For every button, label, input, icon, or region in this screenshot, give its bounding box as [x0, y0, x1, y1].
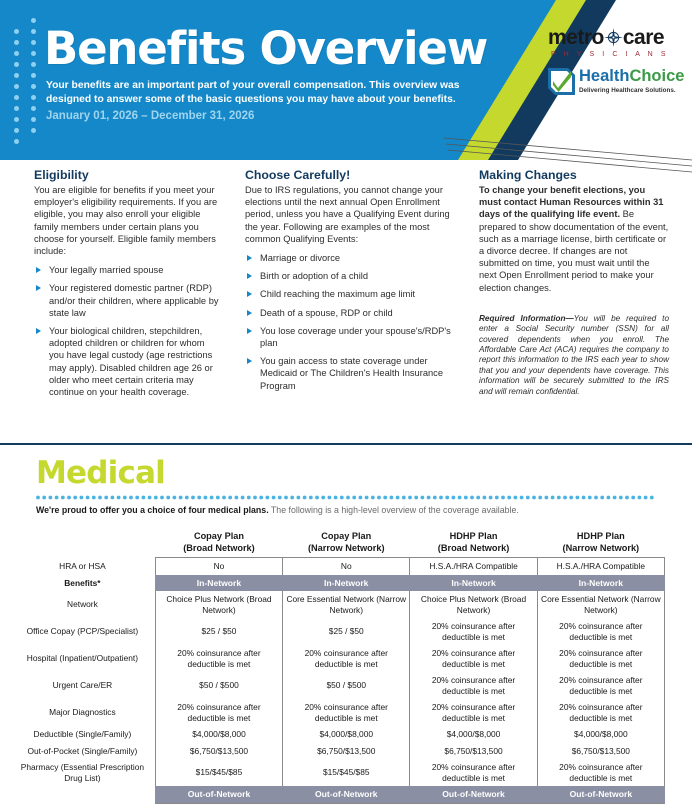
table-cell-plan-1: No [283, 558, 410, 575]
table-cell-plan-2: H.S.A./HRA Compatible [410, 558, 537, 575]
table-cell-plan-2: Choice Plus Network (Broad Network) [410, 591, 537, 618]
table-cell-plan-3: 20% coinsurance after deductible is met [537, 645, 664, 672]
healthchoice-logo-text [579, 67, 684, 85]
decorative-dot [14, 29, 19, 34]
table-cell-plan-2: Out-of-Network [410, 786, 537, 803]
info-columns [0, 168, 692, 440]
table-cell-plan-2: $4,000/$8,000 [410, 726, 537, 743]
page-title: Benefits Overview [44, 22, 488, 75]
table-cell-plan-0: $4,000/$8,000 [155, 726, 282, 743]
header-banner [0, 0, 692, 160]
table-cell-plan-0: $50 / $500 [155, 672, 282, 699]
decorative-dots [14, 18, 48, 144]
table-row [10, 618, 665, 645]
compass-icon [604, 28, 623, 47]
row-label: Urgent Care/ER [52, 680, 113, 691]
table-cell-plan-0: $15/$45/$85 [155, 759, 282, 786]
table-cell-plan-1: Out-of-Network [283, 786, 410, 803]
plan-header-0 [155, 530, 282, 558]
making-changes-body-bold: To change your benefit elections, you must contact Human Resources within 31 days of the qualifying life event. [479, 185, 664, 220]
plan-network: (Broad Network) [437, 542, 510, 553]
table-cell-plan-3: $6,750/$13,500 [537, 743, 664, 760]
choose-carefully-heading: Choose Carefully! [245, 168, 351, 182]
table-row [10, 759, 665, 786]
eligibility-list [34, 264, 219, 398]
required-information-text: You will be required to enter a Social Security number (SSN) for all covered dependents when you enroll. The Affordable Care Act (ACA) requires the company to report this information to the IRS each year to show that you and your dependents have coverage. This information will be securely submitted to the IRS and will remain confidential. [479, 313, 669, 396]
medical-intro-rest: The following is a high-level overview of the coverage available. [268, 505, 519, 515]
plan-name: HDHP Plan [449, 531, 498, 541]
table-cell-plan-0: Choice Plus Network (Broad Network) [155, 591, 282, 618]
table-cell-plan-2: 20% coinsurance after deductible is met [410, 699, 537, 726]
row-label: Benefits* [64, 577, 101, 588]
required-information-label: Required Information— [479, 313, 574, 323]
decorative-dot [31, 18, 36, 23]
decorative-dot [14, 128, 19, 133]
table-cell-plan-0: Out-of-Network [155, 786, 282, 803]
decorative-dot [14, 117, 19, 122]
making-changes-heading: Making Changes [479, 168, 577, 182]
table-cell-plan-0: In-Network [155, 575, 282, 592]
plan-name: Copay Plan [321, 531, 372, 541]
row-label: Pharmacy (Essential Prescription Drug List) [20, 762, 145, 783]
section-divider [0, 443, 692, 445]
table-cell-plan-2: 20% coinsurance after deductible is met [410, 672, 537, 699]
table-cell-plan-3: 20% coinsurance after deductible is met [537, 759, 664, 786]
table-cell-plan-1: 20% coinsurance after deductible is met [283, 645, 410, 672]
table-body [10, 558, 665, 804]
plan-header-3 [537, 530, 664, 558]
table-cell-plan-3: 20% coinsurance after deductible is met [537, 699, 664, 726]
making-changes-column [479, 168, 669, 397]
table-cell-plan-1: In-Network [283, 575, 410, 592]
banner-subtitle: Your benefits are an important part of your overall compensation. This overview was designed to answer some of the basic questions you may have about your benefits. [46, 80, 460, 105]
decorative-dot [31, 62, 36, 67]
table-row [10, 699, 665, 726]
decorative-dot [14, 51, 19, 56]
table-row [10, 558, 665, 575]
plan-network: (Narrow Network) [562, 542, 640, 553]
decorative-dot [31, 117, 36, 122]
healthchoice-word-choice: Choice [629, 67, 685, 85]
table-cell-plan-1: 20% coinsurance after deductible is met [283, 699, 410, 726]
table-cell-plan-3: H.S.A./HRA Compatible [537, 558, 664, 575]
decorative-dot [14, 106, 19, 111]
row-label: Major Diagnostics [49, 707, 116, 718]
decorative-dot [14, 139, 19, 144]
plan-header-2 [410, 530, 537, 558]
medical-section-title: Medical [36, 455, 166, 491]
healthchoice-tagline: Delivering Healthcare Solutions. [579, 87, 676, 94]
required-information-note [479, 314, 669, 397]
row-label: Network [67, 599, 98, 610]
table-cell-plan-3: In-Network [537, 575, 664, 592]
decorative-dot [31, 95, 36, 100]
table-cell-plan-1: $4,000/$8,000 [283, 726, 410, 743]
table-cell-plan-2: 20% coinsurance after deductible is met [410, 759, 537, 786]
decorative-dot [14, 62, 19, 67]
table-cell-plan-2: In-Network [410, 575, 537, 592]
table-cell-plan-1: $15/$45/$85 [283, 759, 410, 786]
table-row [10, 575, 665, 592]
table-row [10, 786, 665, 803]
table-cell-plan-0: No [155, 558, 282, 575]
list-item: Birth or adoption of a child [245, 270, 460, 282]
table-row [10, 726, 665, 743]
decorative-dot [31, 106, 36, 111]
plan-year-date-range: January 01, 2026 – December 31, 2026 [46, 110, 255, 122]
eligibility-heading: Eligibility [34, 168, 89, 182]
table-cell-plan-3: 20% coinsurance after deductible is met [537, 618, 664, 645]
row-label: Office Copay (PCP/Specialist) [26, 626, 139, 637]
choose-carefully-body: Due to IRS regulations, you cannot change your elections until the next annual Open Enrollment period, unless you have a Qualifying Event during the year. Following are examples of the most common Qualifying Events: [245, 185, 450, 244]
table-row [10, 591, 665, 618]
banner-line-accents [440, 118, 692, 162]
decorative-dot [31, 84, 36, 89]
table-row [10, 672, 665, 699]
making-changes-body [479, 184, 669, 294]
row-label [10, 786, 155, 803]
table-cell-plan-1: $25 / $50 [283, 618, 410, 645]
eligibility-body: You are eligible for benefits if you meet your employer's eligibility requirements. If you are eligible, you may also enroll your eligible family members under certain plans you choose for yourself. Eligible family members include: [34, 185, 218, 257]
table-cell-plan-2: 20% coinsurance after deductible is met [410, 618, 537, 645]
choose-carefully-column [245, 168, 460, 398]
decorative-dot [31, 128, 36, 133]
table-row [10, 645, 665, 672]
decorative-dot [31, 73, 36, 78]
qualifying-events-list [245, 252, 460, 392]
table-row [10, 743, 665, 760]
plan-name: Copay Plan [193, 531, 244, 541]
list-item: Child reaching the maximum age limit [245, 288, 460, 300]
healthchoice-checkmark-icon [548, 68, 575, 95]
table-cell-plan-0: $25 / $50 [155, 618, 282, 645]
decorative-dot [31, 51, 36, 56]
metrocare-logo-text-1: metro [548, 26, 604, 49]
decorative-dot [14, 40, 19, 45]
eligibility-column [34, 168, 219, 404]
metrocare-logo [548, 26, 686, 50]
metrocare-logo-subtitle: P H Y S I C I A N S [551, 51, 669, 58]
dotted-divider [36, 495, 656, 500]
healthchoice-logo [548, 68, 686, 95]
list-item: Your legally married spouse [34, 264, 219, 276]
table-cell-plan-3: Core Essential Network (Narrow Network) [537, 591, 664, 618]
table-cell-plan-2: $6,750/$13,500 [410, 743, 537, 760]
medical-intro-bold: We're proud to offer you a choice of four medical plans. [36, 505, 269, 515]
decorative-dot [14, 84, 19, 89]
decorative-dot [31, 40, 36, 45]
medical-intro [36, 505, 519, 515]
medical-plans-table-wrap [0, 530, 692, 804]
list-item: You gain access to state coverage under Medicaid or The Children's Health Insurance Program [245, 355, 460, 392]
metrocare-logo-text-2: care [622, 26, 665, 49]
list-item: Death of a spouse, RDP or child [245, 307, 460, 319]
plan-network: (Narrow Network) [307, 542, 385, 553]
medical-plans-table [10, 530, 665, 804]
making-changes-body-rest: Be prepared to show documentation of the event, such as a marriage license, birth certificate or a divorce decree. If changes are not submitted on time, you must wait until the next Open Enrollment period to make your election changes. [479, 209, 669, 293]
list-item: Your registered domestic partner (RDP) and/or their children, where applicable by state law [34, 282, 219, 319]
table-cell-plan-2: 20% coinsurance after deductible is met [410, 645, 537, 672]
list-item: Marriage or divorce [245, 252, 460, 264]
list-item: Your biological children, stepchildren, adopted children or children for whom you have legal custody (age restrictions may apply). Disabled children age 26 or older who meet certain criteria may continue on your health coverage. [34, 325, 219, 398]
decorative-dot [14, 95, 19, 100]
table-cell-plan-1: $50 / $500 [283, 672, 410, 699]
table-cell-plan-3: $4,000/$8,000 [537, 726, 664, 743]
healthchoice-word-health: Health [579, 67, 630, 85]
table-corner-cell [10, 530, 155, 558]
table-cell-plan-0: $6,750/$13,500 [155, 743, 282, 760]
decorative-dot [14, 73, 19, 78]
plan-name: HDHP Plan [576, 531, 625, 541]
table-cell-plan-0: 20% coinsurance after deductible is met [155, 645, 282, 672]
table-cell-plan-0: 20% coinsurance after deductible is met [155, 699, 282, 726]
decorative-dot [31, 29, 36, 34]
table-cell-plan-1: Core Essential Network (Narrow Network) [283, 591, 410, 618]
table-cell-plan-3: Out-of-Network [537, 786, 664, 803]
table-cell-plan-1: $6,750/$13,500 [283, 743, 410, 760]
row-label: Out-of-Pocket (Single/Family) [27, 745, 138, 756]
plan-network: (Broad Network) [183, 542, 255, 553]
row-label: Deductible (Single/Family) [33, 729, 132, 739]
table-header-row [10, 530, 665, 558]
list-item: You lose coverage under your spouse's/RDP's plan [245, 325, 460, 349]
row-label: HRA or HSA [59, 560, 106, 571]
table-cell-plan-3: 20% coinsurance after deductible is met [537, 672, 664, 699]
plan-header-1 [283, 530, 410, 558]
logos [548, 26, 686, 95]
row-label: Hospital (Inpatient/Outpatient) [26, 653, 139, 664]
